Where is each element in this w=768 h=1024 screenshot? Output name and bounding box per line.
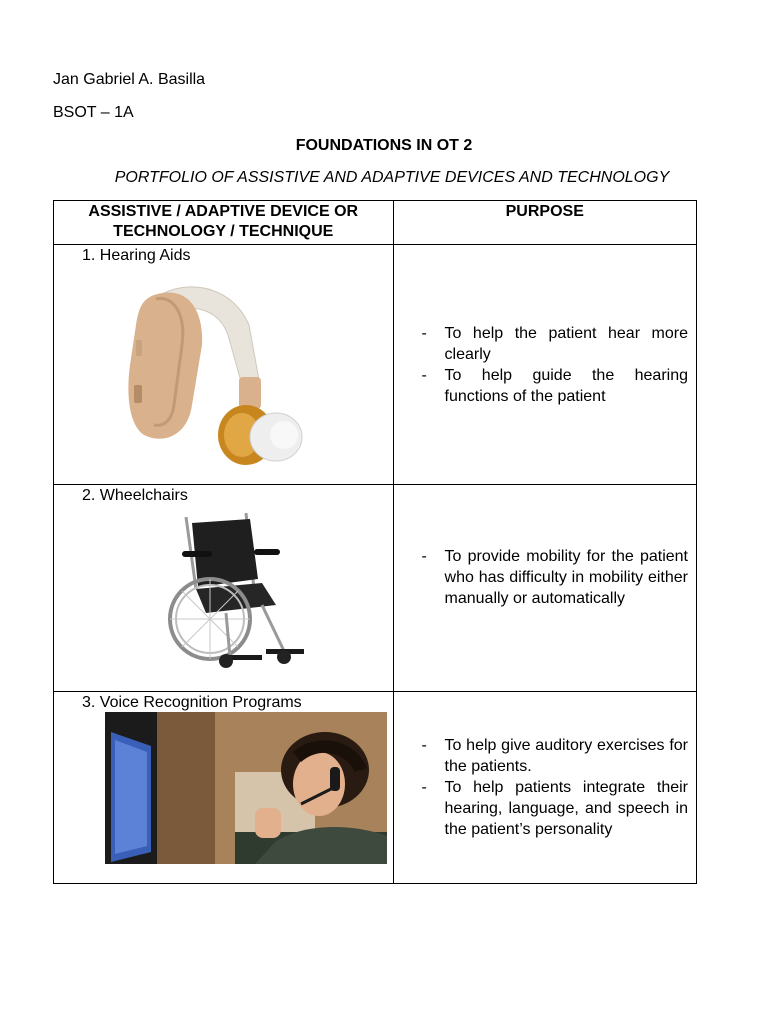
hearing-aid-image [124,285,314,470]
purpose-cell [393,485,696,692]
voice-recognition-photo [105,712,387,864]
purpose-cell [393,692,696,884]
device-label: 2. Wheelchairs [82,487,188,504]
device-cell [54,485,394,692]
purpose-list [422,735,688,840]
portfolio-table [53,200,697,884]
wheelchair-image [166,509,326,669]
device-cell [54,245,394,485]
list-item: - To help guide the hearing functions of the patient [421,367,688,405]
document-title: FOUNDATIONS IN OT 2 [295,137,473,154]
course-code: BSOT – 1A [53,104,134,121]
list-item: - To help give auditory exercises for the patients. [421,737,688,775]
table-row [54,692,697,884]
purpose-cell [393,245,696,485]
purpose-list [422,323,688,407]
device-label: 3. Voice Recognition Programs [82,694,302,711]
author-name: Jan Gabriel A. Basilla [53,71,206,88]
purpose-list [422,546,688,609]
table-row [54,485,697,692]
list-item: - To help the patient hear more clearly [421,325,688,363]
purpose-column-header: PURPOSE [393,201,696,245]
list-item: - To help patients integrate their hearing, language, and speech in the patient’s personality [421,779,688,838]
list-item: - To provide mobility for the patient who has difficulty in mobility either manually or automatically [421,548,688,607]
device-column-header: ASSISTIVE / ADAPTIVE DEVICE OR TECHNOLOGY / TECHNIQUE [54,201,394,245]
table-row [54,245,697,485]
device-label: 1. Hearing Aids [82,247,191,264]
device-cell [54,692,394,884]
document-subtitle: PORTFOLIO OF ASSISTIVE AND ADAPTIVE DEVICES AND TECHNOLOGY [114,169,670,186]
table-header-row [54,201,697,245]
